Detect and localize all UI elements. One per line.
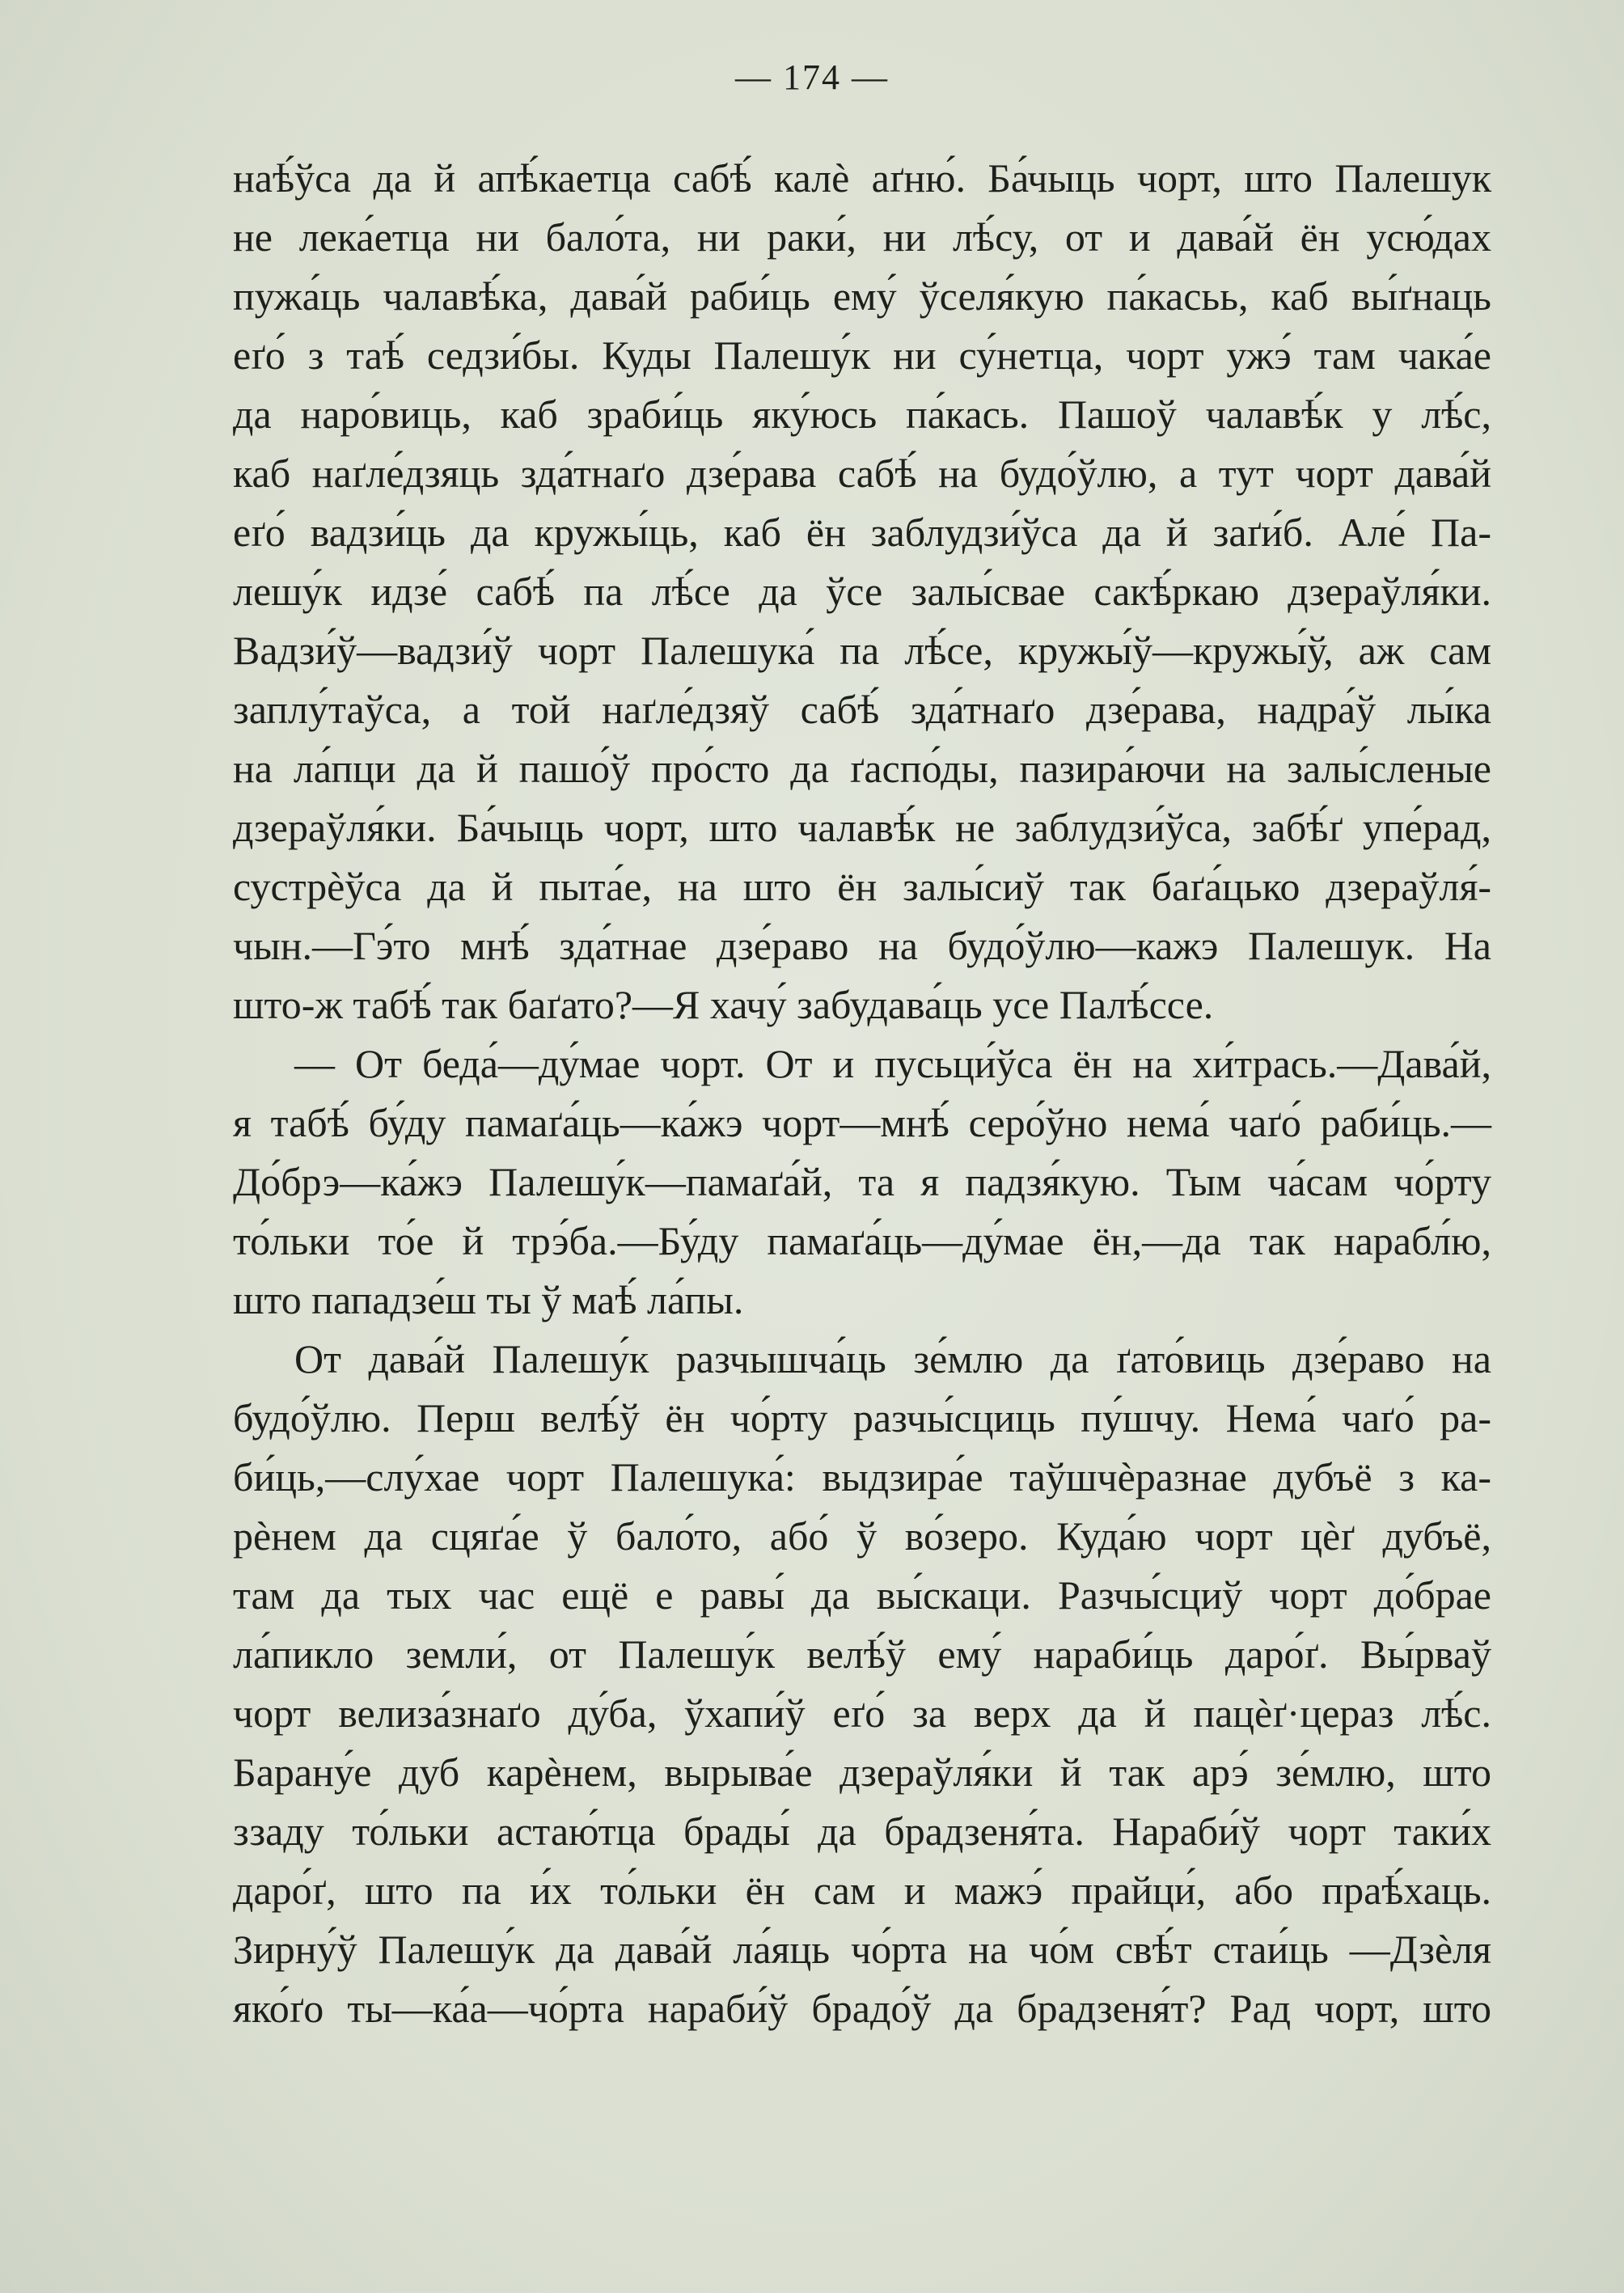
- text-line: будо́ўлю. Перш велѣ́ў ён чо́рту разчы́сциць пу́шчу. Нема́ чаґо́ ра-: [233, 1395, 1491, 1441]
- text-line: там да тых час ещё е равы́ да вы́скаци. Разчы́сциў чорт до́брае: [233, 1572, 1491, 1618]
- text-line: Зирну́ў Палешу́к да дава́й ла́яць чо́рта на чо́м свѣ́т стаи́ць —Дзѐля: [233, 1927, 1491, 1972]
- text-line: еґо́ з таѣ́ седзи́бы. Куды Палешу́к ни су́нетца, чорт ужэ́ там чака́е: [233, 332, 1491, 378]
- text-line: дзераўля́ки. Ба́чыць чорт, што чалавѣ́к не заблудзи́ўса, забѣ́ґ упе́рад,: [233, 805, 1491, 850]
- text-line: даро́ґ, што па и́х то́льки ён сам и мажэ́ прайци́, або праѣ́хаць.: [233, 1868, 1491, 1913]
- text-line: заплу́таўса, а той наґле́дзяў сабѣ́ зда́тнаґо дзе́рава, надра́ў лы́ка: [233, 687, 1491, 732]
- text-line: што пападзе́ш ты ў маѣ́ ла́пы.: [233, 1277, 744, 1322]
- text-line: До́брэ—ка́жэ Палешу́к—памаґа́й, та я падзя́кую. Тым ча́сам чо́рту: [233, 1159, 1491, 1204]
- text-line: чорт велиза́знаґо ду́ба, ўхапи́ў еґо́ за верх да й пацѐґ·цераз лѣ́с.: [233, 1690, 1491, 1736]
- text-line: што-ж табѣ́ так баґато?—Я хачу́ забудава́ць усе Палѣ́ссе.: [233, 982, 1214, 1027]
- body-text: [233, 149, 1491, 2038]
- text-line: рѐнем да сцяґа́е ў бало́то, або́ ў во́зеро. Куда́ю чорт цѐґ дубъё,: [233, 1513, 1491, 1559]
- text-line: на ла́пци да й пашо́ў про́сто да ґаспо́ды, пазира́ючи на залы́сленые: [233, 746, 1491, 791]
- text-line: да наро́виць, каб зраби́ць яку́юсь па́кась. Пашоў чалавѣ́к у лѣ́с,: [233, 391, 1491, 437]
- text-line: От дава́й Палешу́к разчышча́ць зе́млю да ґато́виць дзе́раво на: [294, 1336, 1491, 1381]
- text-line: ла́пикло земли́, от Палешу́к велѣ́ў ему́ нараби́ць даро́ґ. Вы́рваў: [233, 1631, 1491, 1677]
- text-line: Барану́е дуб карѐнем, вырыва́е дзераўля́ки й так арэ́ зе́млю, што: [233, 1749, 1491, 1795]
- text-line: би́ць,—слу́хае чорт Палешука́: выдзира́е таўшчѐразнае дубъё з ка-: [233, 1454, 1491, 1500]
- text-line: еґо́ вадзи́ць да кружы́ць, каб ён заблудзи́ўса да й заґи́б. Але́ Па-: [233, 510, 1491, 555]
- text-line: не лека́етца ни бало́та, ни раки́, ни лѣ́су, от и дава́й ён усю́дах: [233, 214, 1491, 260]
- page-number: — 174 —: [735, 57, 889, 97]
- text-line: яко́ґо ты—ка́а—чо́рта нараби́ў брадо́ў да брадзеня́т? Рад чорт, што: [233, 1986, 1491, 2031]
- text-line: — От беда́—ду́мае чорт. От и пусьци́ўса ён на хи́трась.—Дава́й,: [294, 1041, 1491, 1086]
- text-line: ззаду то́льки астаю́тца брады́ да брадзеня́та. Нараби́ў чорт таки́х: [233, 1809, 1491, 1854]
- text-line: каб наґле́дзяць зда́тнаґо дзе́рава сабѣ́ на будо́ўлю, а тут чорт дава́й: [233, 451, 1491, 496]
- text-line: пужа́ць чалавѣ́ка, дава́й раби́ць ему́ ўселя́кую па́касьь, каб вы́ґнаць: [233, 273, 1491, 319]
- text-line: сустрѐўса да й пыта́е, на што ён залы́сиў так баґа́цько дзераўля́-: [233, 864, 1491, 909]
- text-line: чын.—Гэ́то мнѣ́ зда́тнае дзе́раво на будо́ўлю—кажэ Палешук. На: [233, 923, 1491, 968]
- text-line: я табѣ́ бу́ду памаґа́ць—ка́жэ чорт—мнѣ́ серо́ўно нема́ чаґо́ раби́ць.—: [233, 1100, 1491, 1145]
- text-line: Вадзи́ў—вадзи́ў чорт Палешука́ па лѣ́се, кружы́ў—кружы́ў, аж сам: [233, 628, 1491, 673]
- text-line: лешу́к идзе́ сабѣ́ па лѣ́се да ўсе залы́свае сакѣ́ркаю дзераўля́ки.: [233, 569, 1491, 614]
- text-line: то́льки то́е й трэ́ба.—Бу́ду памаґа́ць—ду́мае ён,—да так нарабл́ю,: [233, 1218, 1491, 1263]
- text-line: наѣ́ўса да й апѣ́каетца сабѣ́ калѐ аґню́. Ба́чыць чорт, што Палешук: [233, 155, 1491, 201]
